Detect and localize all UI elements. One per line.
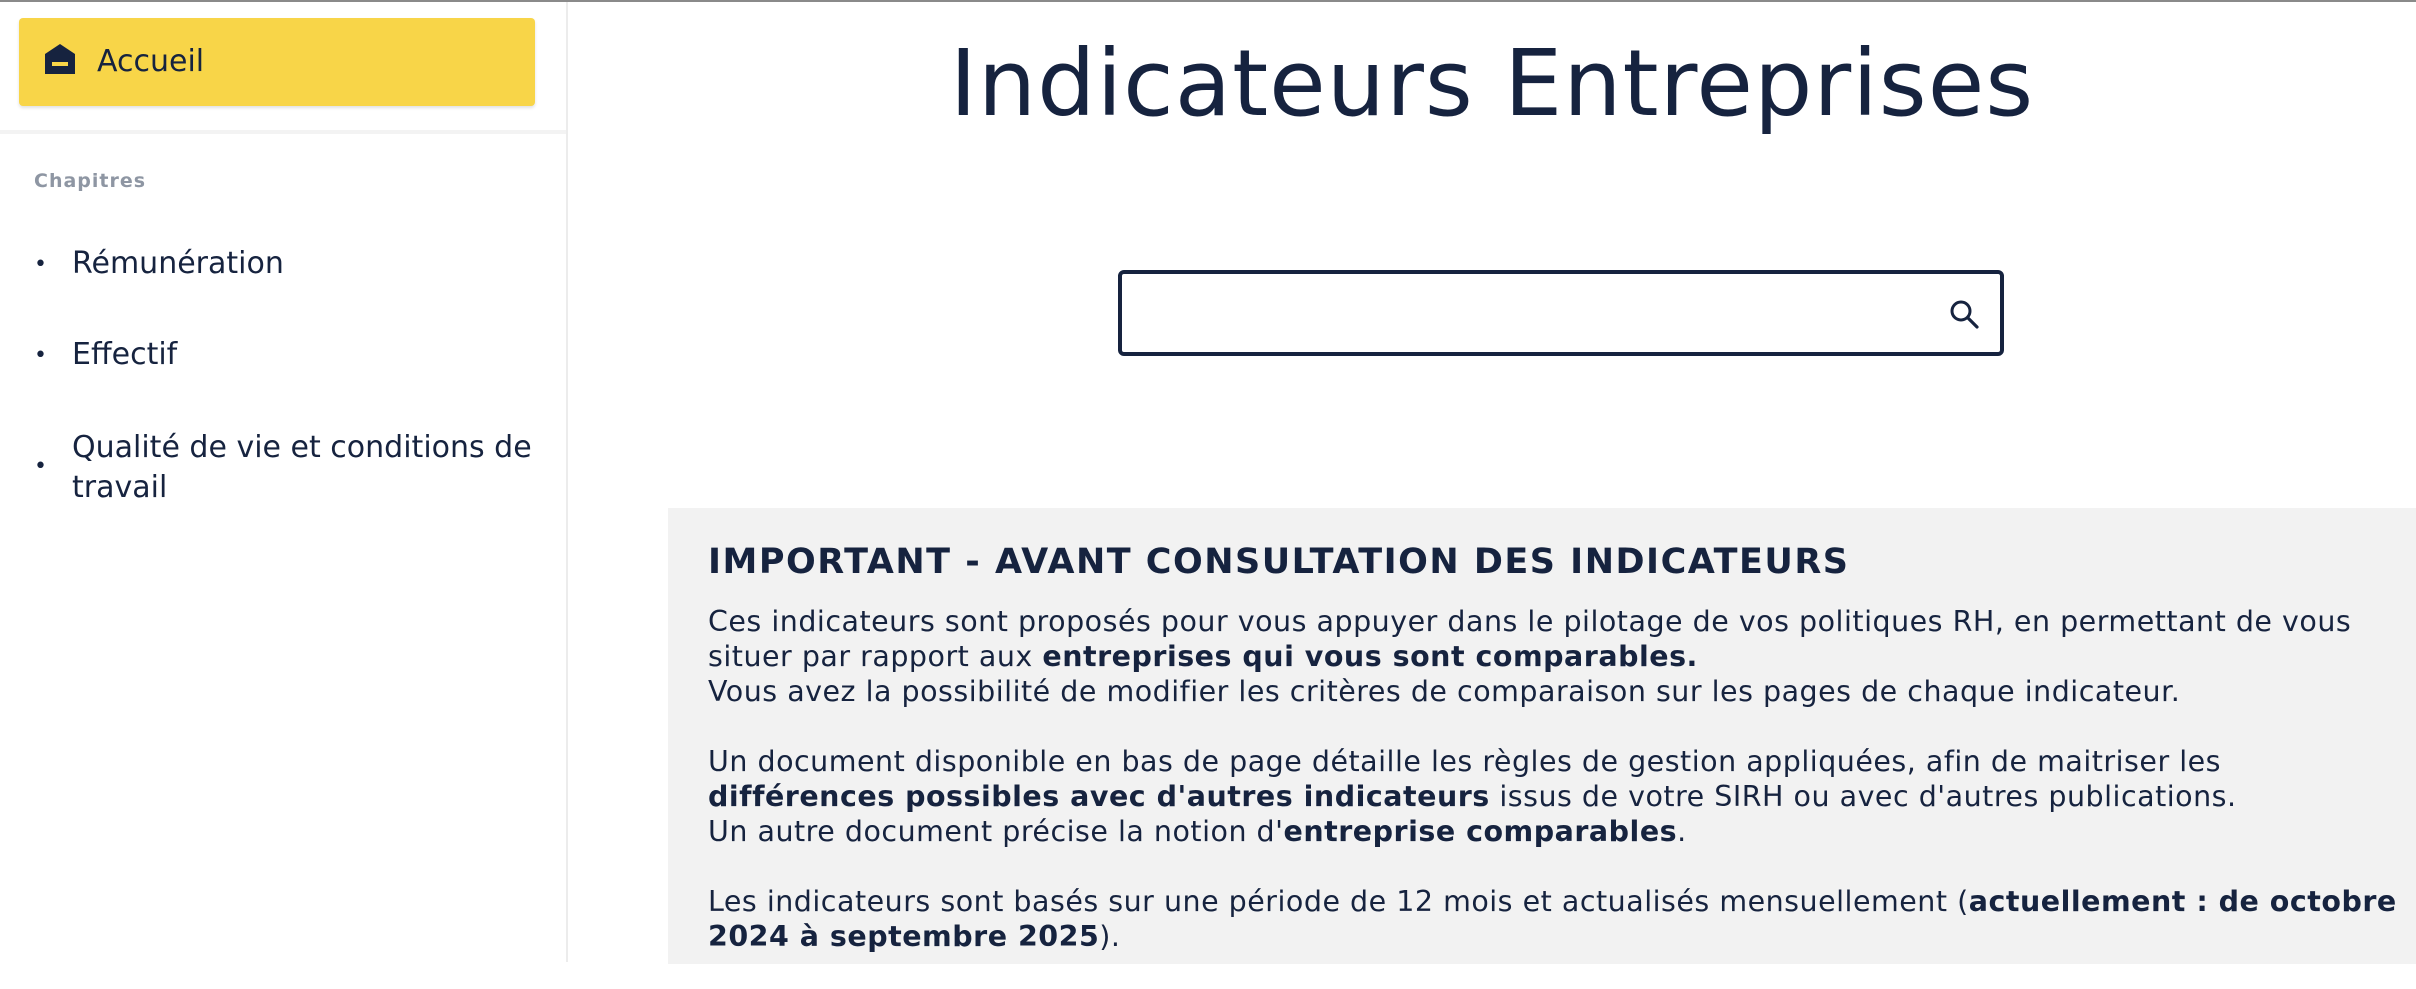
sidebar-item-remuneration[interactable] xyxy=(34,244,544,286)
search-box xyxy=(1118,270,2004,356)
bullet: • xyxy=(34,343,47,368)
chapters-heading: Chapitres xyxy=(34,170,147,192)
text-emphasis: différences possibles avec d'autres indicateurs xyxy=(708,780,1490,813)
notice-paragraph-3 xyxy=(708,884,2398,954)
bullet: • xyxy=(34,454,47,479)
sidebar-item-effectif[interactable] xyxy=(34,335,544,377)
notice-text xyxy=(708,604,2398,989)
home-icon xyxy=(43,42,77,76)
text-segment: . xyxy=(1677,815,1687,848)
sidebar-divider xyxy=(0,130,566,134)
text-segment: Vous avez la possibilité de modifier les critères de comparaison sur les pages de chaque indicateur. xyxy=(708,675,2181,708)
notice-paragraph-1 xyxy=(708,604,2398,709)
notice-title: IMPORTANT - AVANT CONSULTATION DES INDICATEURS xyxy=(708,542,1850,582)
notice-paragraph-2 xyxy=(708,744,2398,849)
sidebar xyxy=(0,2,568,962)
main-content xyxy=(568,2,2416,962)
text-emphasis: entreprises qui vous sont comparables. xyxy=(1042,640,1698,673)
text-segment: ). xyxy=(1099,920,1121,953)
sidebar-item-label: Rémunération xyxy=(72,246,284,281)
text-emphasis: entreprise comparables xyxy=(1283,815,1678,848)
page-title: Indicateurs Entreprises xyxy=(949,30,2035,137)
sidebar-item-qualite-de-vie[interactable] xyxy=(34,428,544,508)
sidebar-item-label: Effectif xyxy=(72,337,178,372)
text-segment: Ces indicateurs sont proposés pour vous appuyer dans le pilotage de vos politiques RH, en permettant de vous situer par rapport aux xyxy=(708,605,2352,673)
text-segment: Les indicateurs sont basés sur une période de 12 mois et actualisés mensuellement ( xyxy=(708,885,1969,918)
sidebar-item-label: Qualité de vie et conditions de travail xyxy=(72,430,532,505)
important-notice-panel xyxy=(668,508,2416,964)
text-segment: Un autre document précise la notion d' xyxy=(708,815,1284,848)
home-label: Accueil xyxy=(97,44,205,79)
search-icon[interactable] xyxy=(1948,298,1980,330)
bullet: • xyxy=(34,252,47,277)
text-segment: issus de votre SIRH ou avec d'autres publications. xyxy=(1489,780,2237,813)
home-button[interactable] xyxy=(19,18,535,106)
text-segment: Un document disponible en bas de page détaille les règles de gestion appliquées, afin de maitriser les xyxy=(708,745,2222,778)
search-input[interactable] xyxy=(1134,284,1928,344)
text-emphasis: actuellement : de octobre 2024 à septembre 2025 xyxy=(708,885,2397,953)
